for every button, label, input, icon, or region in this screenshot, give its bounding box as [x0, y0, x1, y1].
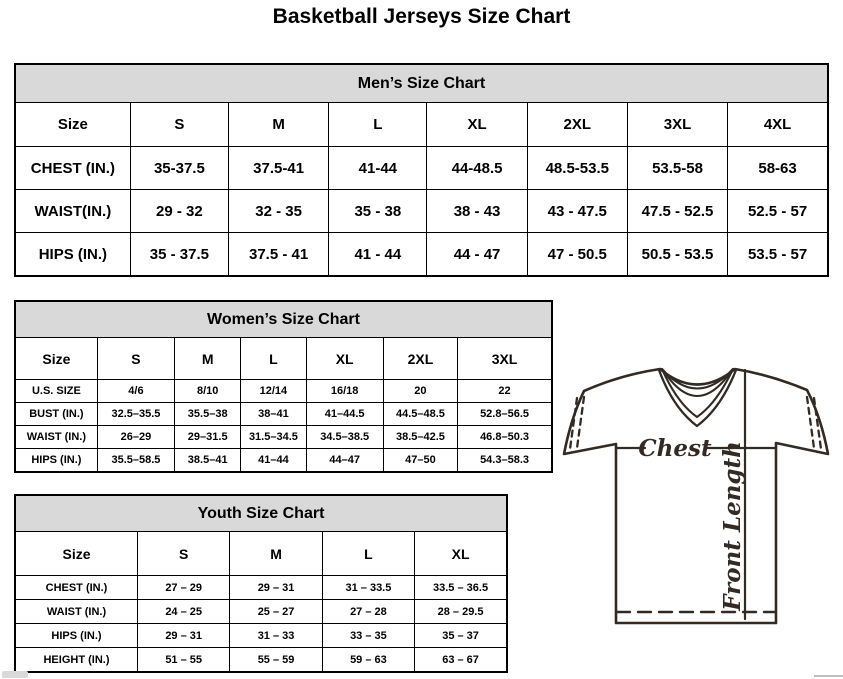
size-cell: 4/6	[97, 380, 174, 403]
row-label: HIPS (IN.)	[15, 233, 130, 277]
size-cell: 50.5 - 53.5	[627, 233, 727, 277]
size-cell: 31.5–34.5	[241, 426, 306, 449]
column-header: M	[228, 103, 328, 147]
size-cell: 44-48.5	[427, 147, 527, 190]
table-row	[15, 426, 552, 449]
column-header: L	[241, 338, 306, 380]
row-label: HIPS (IN.)	[15, 449, 97, 473]
size-cell: 31 – 33	[230, 624, 322, 648]
size-cell: 38 - 43	[427, 190, 527, 233]
size-cell: 29 – 31	[230, 576, 322, 600]
column-header: 2XL	[383, 338, 457, 380]
column-header: XL	[306, 338, 383, 380]
column-header: L	[329, 103, 427, 147]
youth-size-chart-table	[14, 494, 508, 673]
column-header: Size	[15, 532, 137, 576]
size-cell: 29 – 31	[137, 624, 229, 648]
column-header: M	[230, 532, 322, 576]
size-cell: 32.5–35.5	[97, 403, 174, 426]
size-cell: 12/14	[241, 380, 306, 403]
jersey-measurement-diagram	[556, 356, 842, 648]
column-header: S	[130, 103, 228, 147]
size-cell: 51 – 55	[137, 648, 229, 673]
size-cell: 25 – 27	[230, 600, 322, 624]
row-label: CHEST (IN.)	[15, 147, 130, 190]
size-cell: 24 – 25	[137, 600, 229, 624]
size-cell: 38–41	[241, 403, 306, 426]
size-cell: 26–29	[97, 426, 174, 449]
row-label: WAIST (IN.)	[15, 600, 137, 624]
row-label: WAIST (IN.)	[15, 426, 97, 449]
size-cell: 35.5–58.5	[97, 449, 174, 473]
mens-size-chart-table	[14, 63, 829, 277]
size-cell: 35-37.5	[130, 147, 228, 190]
size-cell: 47 - 50.5	[527, 233, 627, 277]
size-cell: 20	[383, 380, 457, 403]
size-cell: 44 - 47	[427, 233, 527, 277]
table-row	[15, 190, 828, 233]
row-label: CHEST (IN.)	[15, 576, 137, 600]
size-cell: 53.5 - 57	[728, 233, 828, 277]
table-row	[15, 380, 552, 403]
size-cell: 35 - 38	[329, 190, 427, 233]
size-cell: 43 - 47.5	[527, 190, 627, 233]
table-row	[15, 233, 828, 277]
size-cell: 35.5–38	[175, 403, 241, 426]
size-cell: 31 – 33.5	[322, 576, 414, 600]
table-row	[15, 147, 828, 190]
size-cell: 16/18	[306, 380, 383, 403]
size-cell: 46.8–50.3	[458, 426, 552, 449]
column-header: 3XL	[458, 338, 552, 380]
jersey-outline	[564, 369, 828, 623]
size-cell: 54.3–58.3	[458, 449, 552, 473]
row-label: HIPS (IN.)	[15, 624, 137, 648]
size-cell: 34.5–38.5	[306, 426, 383, 449]
size-cell: 55 – 59	[230, 648, 322, 673]
size-cell: 38.5–41	[175, 449, 241, 473]
womens-size-chart-table	[14, 300, 553, 473]
size-cell: 22	[458, 380, 552, 403]
table-row	[15, 576, 507, 600]
size-cell: 53.5-58	[627, 147, 727, 190]
scrollbar-thumb-fragment-right[interactable]	[814, 675, 843, 677]
column-header: M	[175, 338, 241, 380]
size-cell: 41-44	[329, 147, 427, 190]
table-row	[15, 600, 507, 624]
size-cell: 27 – 28	[322, 600, 414, 624]
column-header: 4XL	[728, 103, 828, 147]
table-row	[15, 449, 552, 473]
row-label: WAIST(IN.)	[15, 190, 130, 233]
size-cell: 44.5–48.5	[383, 403, 457, 426]
table-title: Women’s Size Chart	[15, 301, 552, 338]
column-header: XL	[415, 532, 507, 576]
column-header: S	[137, 532, 229, 576]
size-cell: 63 – 67	[415, 648, 507, 673]
table-row	[15, 403, 552, 426]
size-cell: 27 – 29	[137, 576, 229, 600]
size-cell: 8/10	[175, 380, 241, 403]
column-header: S	[97, 338, 174, 380]
size-cell: 48.5-53.5	[527, 147, 627, 190]
front-length-label: Front Length	[719, 441, 746, 611]
table-row	[15, 648, 507, 673]
table-title: Men’s Size Chart	[15, 64, 828, 103]
size-cell: 52.5 - 57	[728, 190, 828, 233]
table-title: Youth Size Chart	[15, 495, 507, 532]
size-cell: 29 - 32	[130, 190, 228, 233]
size-cell: 35 – 37	[415, 624, 507, 648]
size-cell: 47.5 - 52.5	[627, 190, 727, 233]
size-cell: 47–50	[383, 449, 457, 473]
row-label: HEIGHT (IN.)	[15, 648, 137, 673]
column-header: L	[322, 532, 414, 576]
column-header: Size	[15, 103, 130, 147]
size-cell: 35 - 37.5	[130, 233, 228, 277]
size-cell: 38.5–42.5	[383, 426, 457, 449]
size-cell: 33.5 – 36.5	[415, 576, 507, 600]
column-header: Size	[15, 338, 97, 380]
size-cell: 28 – 29.5	[415, 600, 507, 624]
size-cell: 52.8–56.5	[458, 403, 552, 426]
column-header: XL	[427, 103, 527, 147]
row-label: U.S. SIZE	[15, 380, 97, 403]
size-cell: 44–47	[306, 449, 383, 473]
row-label: BUST (IN.)	[15, 403, 97, 426]
table-row	[15, 624, 507, 648]
size-cell: 33 – 35	[322, 624, 414, 648]
size-cell: 41–44	[241, 449, 306, 473]
size-cell: 29–31.5	[175, 426, 241, 449]
column-header: 3XL	[627, 103, 727, 147]
size-cell: 37.5 - 41	[228, 233, 328, 277]
size-cell: 59 – 63	[322, 648, 414, 673]
page-title: Basketball Jerseys Size Chart	[272, 5, 571, 28]
size-cell: 37.5-41	[228, 147, 328, 190]
column-header: 2XL	[527, 103, 627, 147]
scrollbar-thumb-fragment-left[interactable]	[2, 671, 28, 678]
chest-label: Chest	[638, 435, 712, 462]
size-cell: 41–44.5	[306, 403, 383, 426]
size-cell: 58-63	[728, 147, 828, 190]
size-cell: 41 - 44	[329, 233, 427, 277]
size-cell: 32 - 35	[228, 190, 328, 233]
